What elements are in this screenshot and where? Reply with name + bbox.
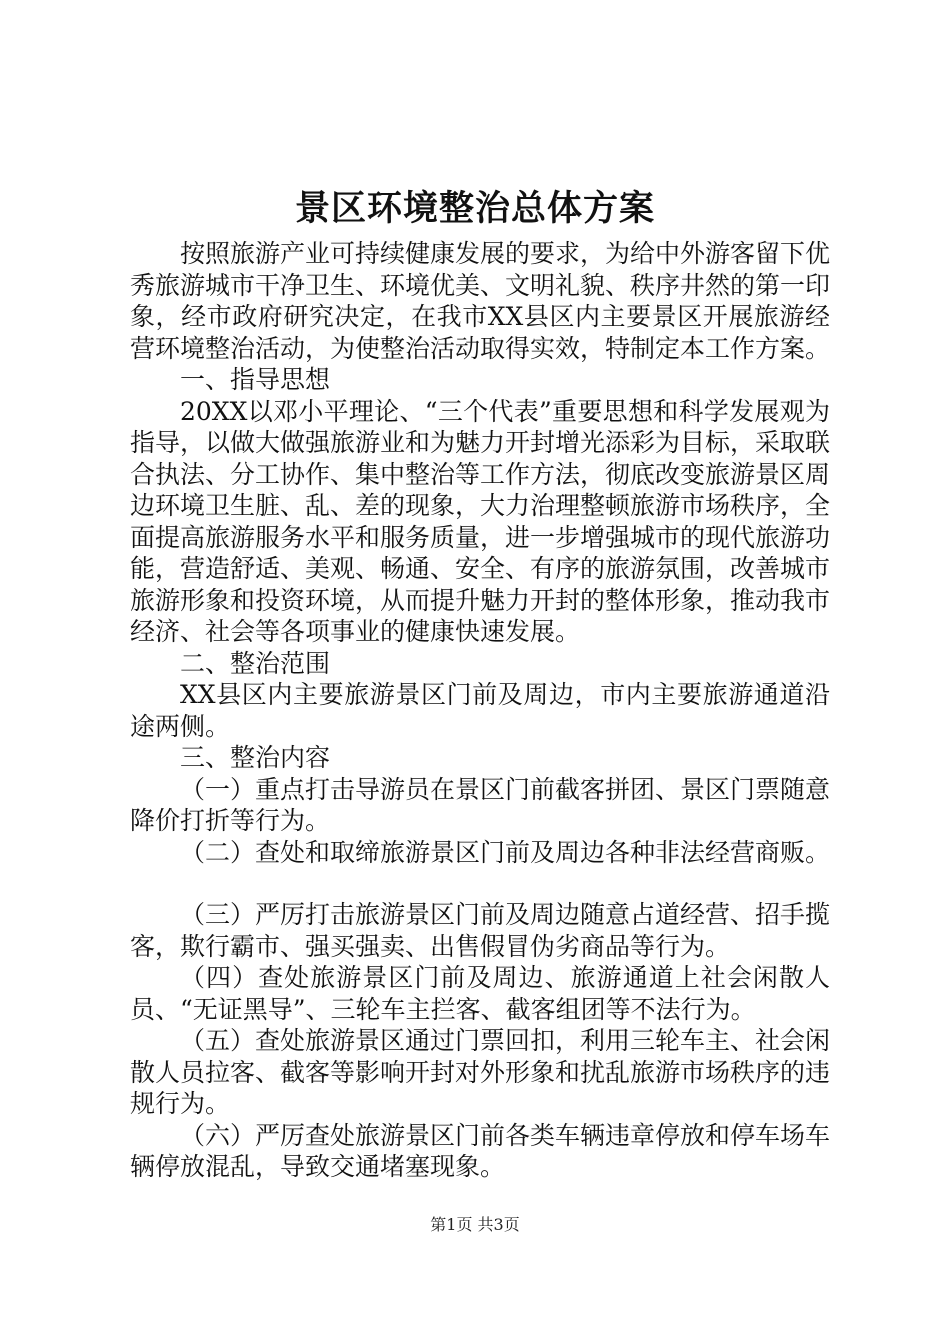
section-heading-guiding-principle: 一、指导思想	[180, 365, 331, 394]
guiding-principle-paragraph: 20XX以邓小平理论、“三个代表”重要思想和科学发展观为指导，以做大做强旅游业和为魅力开封增光添彩为目标，采取联合执法、分工协作、集中整治等工作方法，彻底改变旅游景区周边环境卫生脏、乱、差的现象，大力治理整顿旅游市场秩序，全面提高旅游服务水平和服务质量，进一步增强城市的现代旅游功能，营造舒适、美观、畅通、安全、有序的旅游氛围，改善城市旅游形象和投资环境，从而提升魅力开封的整体形象，推动我市经济、社会等各项事业的健康快速发展。	[130, 396, 831, 646]
page-footer: 第1页 共3页	[430, 1215, 520, 1234]
content-item-3: （三）严厉打击旅游景区门前及周边随意占道经营、招手揽客，欺行霸市、强买强卖、出售假冒伪劣商品等行为。	[130, 900, 831, 961]
scope-paragraph: XX县区内主要旅游景区门前及周边，市内主要旅游通道沿途两侧。	[130, 680, 830, 741]
document-title: 景区环境整治总体方案	[294, 188, 655, 229]
section-heading-scope: 二、整治范围	[180, 648, 331, 678]
content-item-5: （五）查处旅游景区通过门票回扣，利用三轮车主、社会闲散人员拉客、截客等影响开封对外形象和扰乱旅游市场秩序的违规行为。	[130, 1026, 831, 1118]
section-heading-content: 三、整治内容	[180, 743, 331, 772]
document-body	[130, 238, 830, 1183]
content-item-1: （一）重点打击导游员在景区门前截客拼团、景区门票随意降价打折等行为。	[130, 774, 831, 835]
content-item-2: （二）查处和取缔旅游景区门前及周边各种非法经营商贩。	[180, 837, 831, 867]
content-item-6: （六）严厉查处旅游景区门前各类车辆违章停放和停车场车辆停放混乱，导致交通堵塞现象。	[130, 1120, 831, 1181]
intro-paragraph: 按照旅游产业可持续健康发展的要求，为给中外游客留下优秀旅游城市干净卫生、环境优美、文明礼貌、秩序井然的第一印象，经市政府研究决定，在我市XX县区内主要景区开展旅游经营环境整治活动，为使整治活动取得实效，特制定本工作方案。	[130, 239, 831, 363]
content-item-4: （四）查处旅游景区门前及周边、旅游通道上社会闲散人员、“无证黑导”、三轮车主拦客、截客组团等不法行为。	[130, 963, 830, 1024]
